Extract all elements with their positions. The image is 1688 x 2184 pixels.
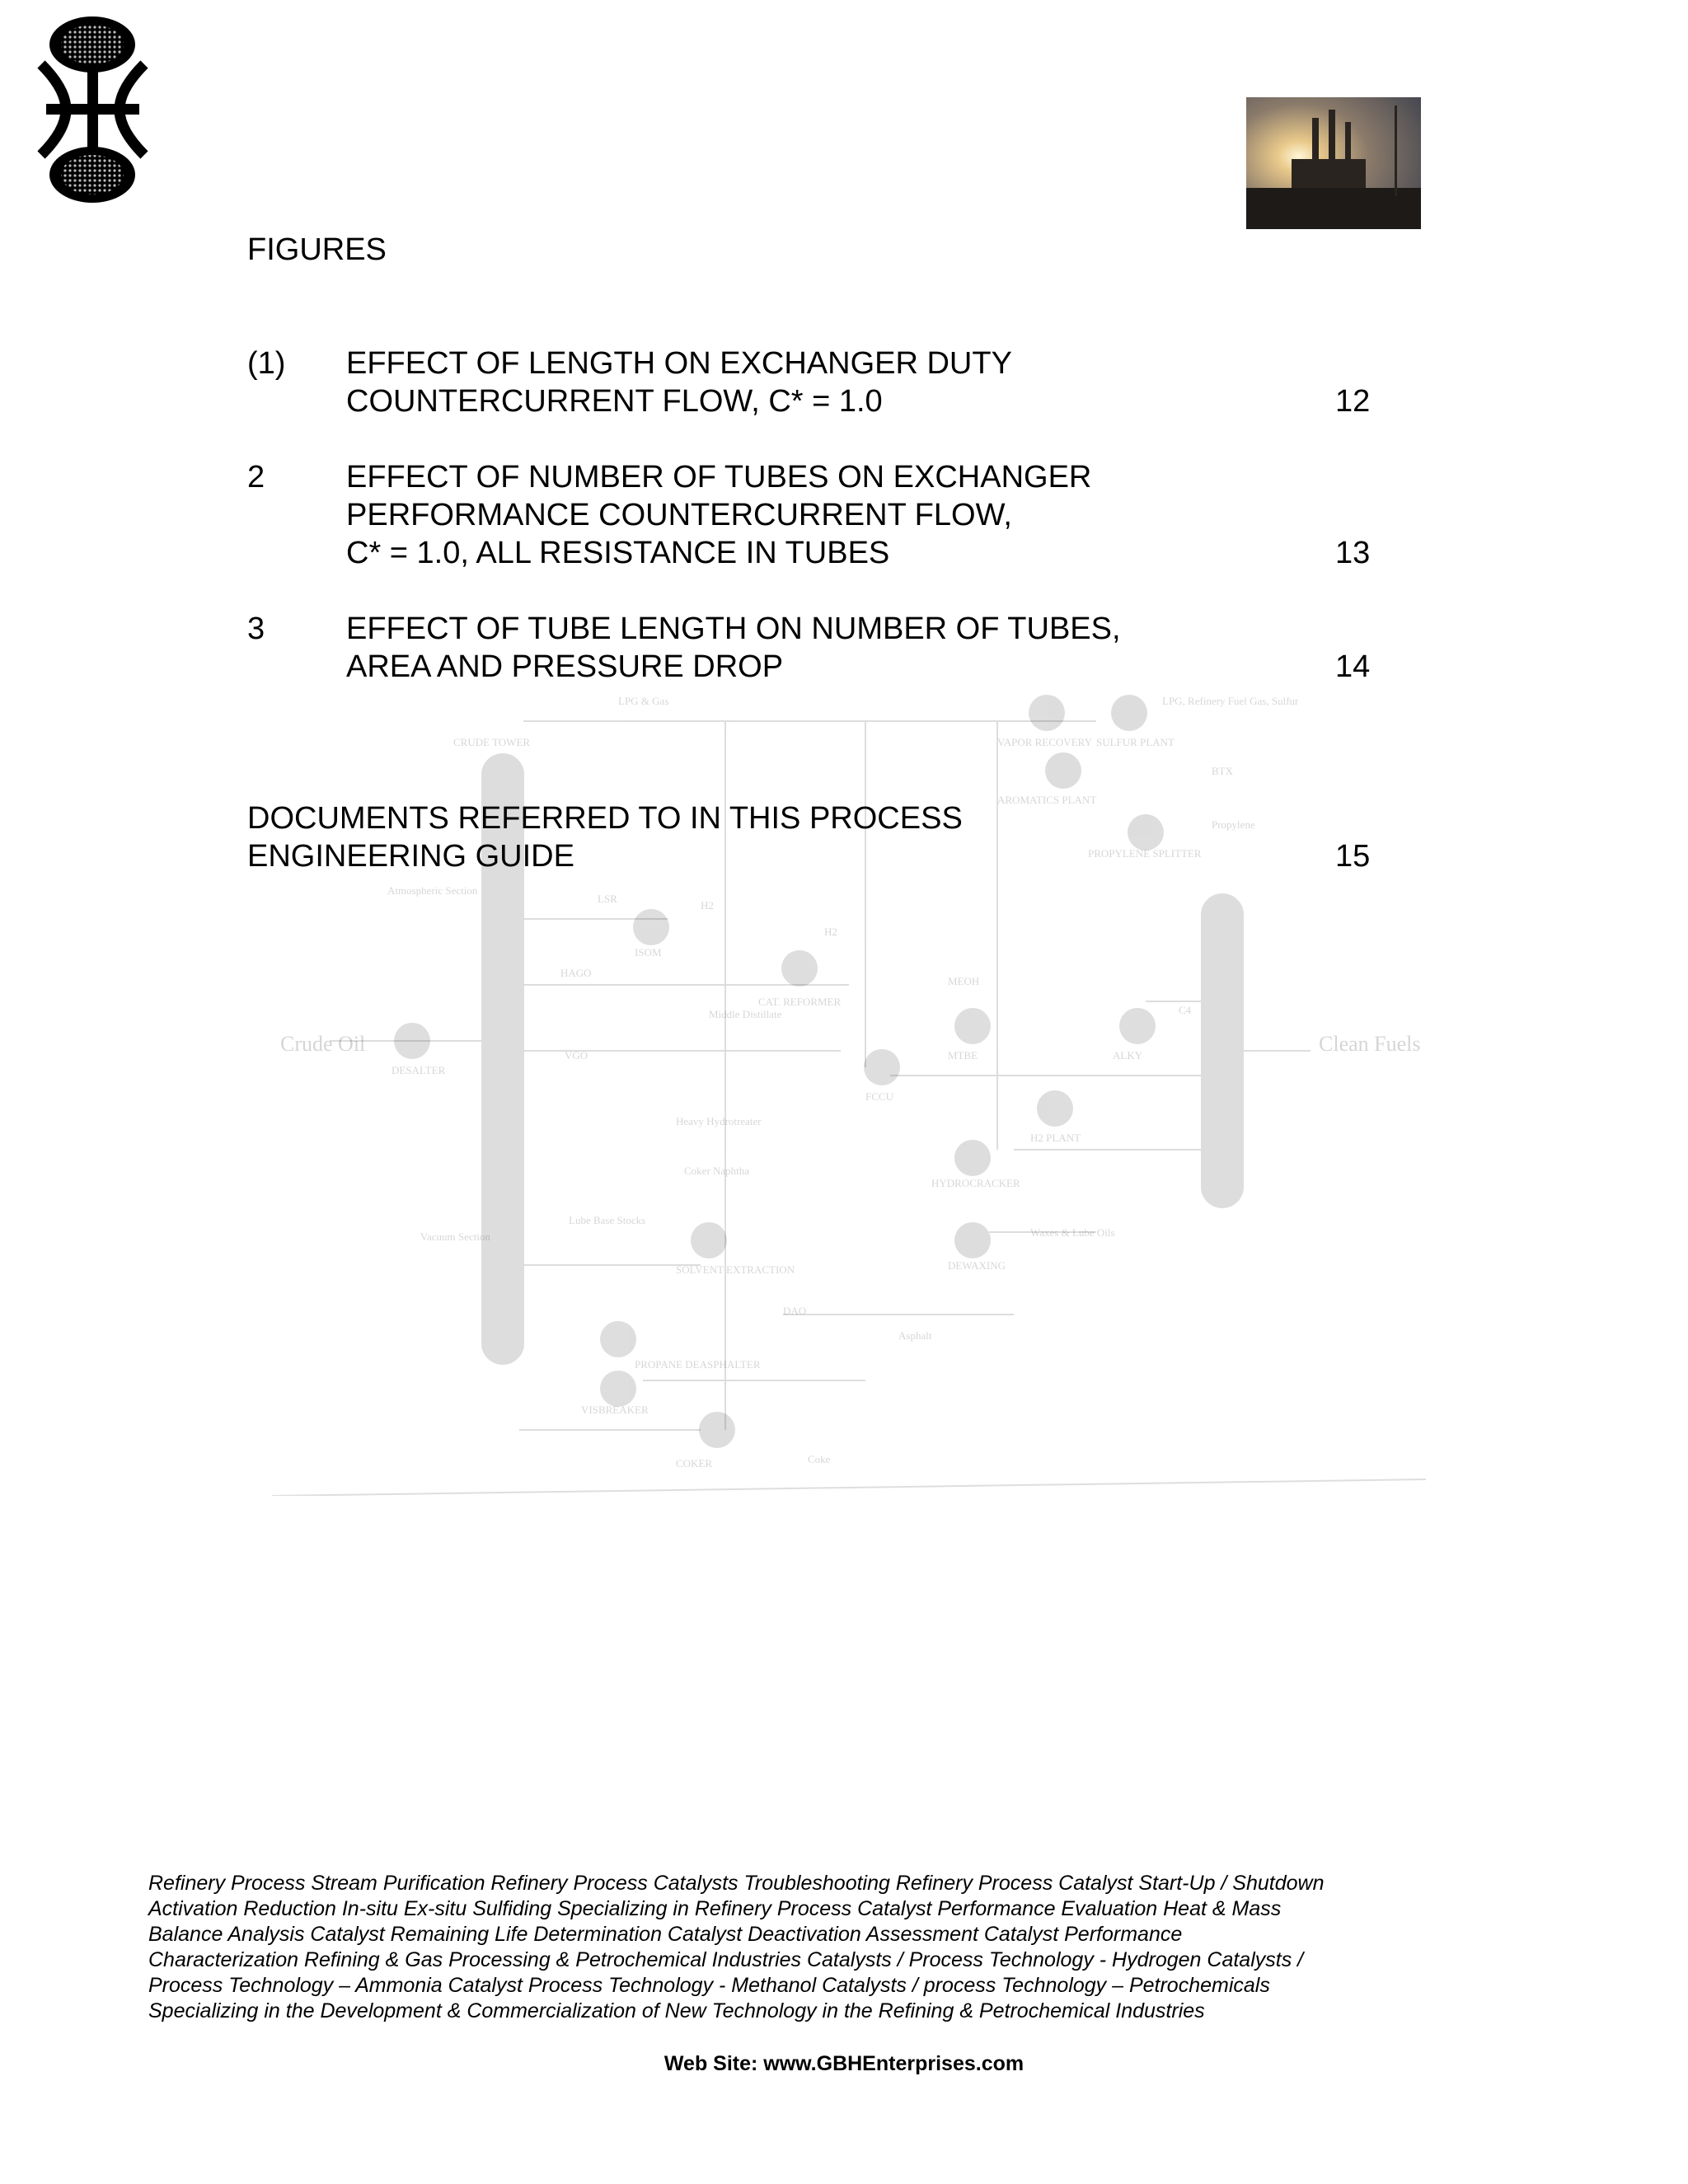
diagram-label: SULFUR PLANT [1096,736,1175,748]
website-link[interactable]: Web Site: www.GBHEnterprises.com [663,2052,1025,2075]
footer-text [148,1871,1434,2024]
figure-title-line: COUNTERCURRENT FLOW, C* = 1.0 [346,384,883,419]
footer-line: Specializing in the Development & Commercialization of New Technology in the Refining & Petrochemical Industries [148,1999,1205,2022]
diagram-label: VGO [565,1049,588,1062]
diagram-label: COKER [676,1457,713,1469]
diagram-label: H2 [824,926,837,938]
figure-page-number: 12 [1335,384,1371,419]
footer-line: Activation Reduction In-situ Ex-situ Sulfiding Specializing in Refinery Process Catalyst Performance Evaluation Heat & Mass [148,1897,1282,1920]
diagram-label: FCCU [865,1090,893,1103]
diagram-label: VISBREAKER [581,1404,649,1416]
figure-title-line: PERFORMANCE COUNTERCURRENT FLOW, [346,498,1012,532]
diagram-label: PROPYLENE SPLITTER [1088,847,1202,860]
diagram-label: DEWAXING [948,1259,1006,1272]
diagram-label: HYDROCRACKER [931,1177,1020,1189]
diagram-label: Coke [808,1453,831,1465]
figure-number: (1) [247,346,286,381]
figure-title-line: EFFECT OF LENGTH ON EXCHANGER DUTY [346,346,1012,381]
diagram-label: ISOM [635,946,662,958]
diagram-label: Atmospheric Section [387,884,478,897]
documents-title-line: DOCUMENTS REFERRED TO IN THIS PROCESS [247,801,963,836]
diagram-label: BTX [1212,765,1233,777]
figure-title-line: EFFECT OF NUMBER OF TUBES ON EXCHANGER [346,460,1092,494]
diagram-label: Heavy Hydrotreater [676,1115,762,1127]
figure-title-line: AREA AND PRESSURE DROP [346,649,784,684]
diagram-label: Middle Distillate [709,1008,782,1020]
diagram-label: Waxes & Lube Oils [1030,1226,1115,1239]
diagram-label: ALKY [1113,1049,1143,1062]
diagram-label: C4 [1179,1004,1192,1016]
diagram-label: CAT. REFORMER [758,996,842,1008]
figure-title-line: EFFECT OF TUBE LENGTH ON NUMBER OF TUBES, [346,612,1121,646]
diagram-label: AROMATICS PLANT [997,794,1097,806]
figure-number: 2 [247,460,265,494]
diagram-label: SOLVENT EXTRACTION [676,1263,795,1276]
diagram-label: Propylene [1212,818,1255,831]
diagram-label: Lube Base Stocks [569,1214,646,1226]
diagram-label: Asphalt [898,1329,932,1342]
page-heading: FIGURES [247,232,387,267]
diagram-label: H2 [701,899,714,912]
figure-page-number: 14 [1335,649,1371,684]
diagram-label: Coker Naphtha [684,1165,750,1177]
footer-line: Characterization Refining & Gas Processing & Petrochemical Industries Catalysts / Process Technology - Hydrogen Catalysts / [148,1948,1304,1971]
diagram-label: Vacuum Section [420,1230,490,1243]
documents-title-line: ENGINEERING GUIDE [247,839,574,874]
documents-page-number: 15 [1335,839,1371,874]
figure-number: 3 [247,612,265,646]
footer-line: Refinery Process Stream Purification Refinery Process Catalysts Troubleshooting Refinery Process Catalyst Start-Up / Shutdown [148,1872,1325,1895]
diagram-label: VAPOR RECOVERY [997,736,1092,748]
diagram-label: Clean Fuels [1319,1032,1421,1056]
figure-title-line: C* = 1.0, ALL RESISTANCE IN TUBES [346,536,890,570]
diagram-label: CRUDE TOWER [453,736,531,748]
diagram-label: LPG & Gas [618,695,669,707]
diagram-label: LPG, Refinery Fuel Gas, Sulfur [1162,695,1299,707]
footer-line: Process Technology – Ammonia Catalyst Process Technology - Methanol Catalysts / process Technology – Petrochemicals [148,1974,1270,1997]
company-logo-icon [33,15,152,204]
diagram-label: HAGO [560,967,592,979]
diagram-label: Crude Oil [280,1032,366,1056]
refinery-photo [1246,97,1421,229]
diagram-label: MEOH [948,975,980,987]
diagram-label: PROPANE DEASPHALTER [635,1358,761,1371]
footer-line: Balance Analysis Catalyst Remaining Life Determination Catalyst Deactivation Assessment Catalyst Performance [148,1923,1183,1946]
diagram-label: DESALTER [392,1064,446,1076]
figure-page-number: 13 [1335,536,1371,570]
diagram-label: H2 PLANT [1030,1132,1081,1144]
diagram-label: LSR [598,893,617,905]
diagram-label: DAO [783,1305,807,1317]
diagram-label: MTBE [948,1049,978,1062]
